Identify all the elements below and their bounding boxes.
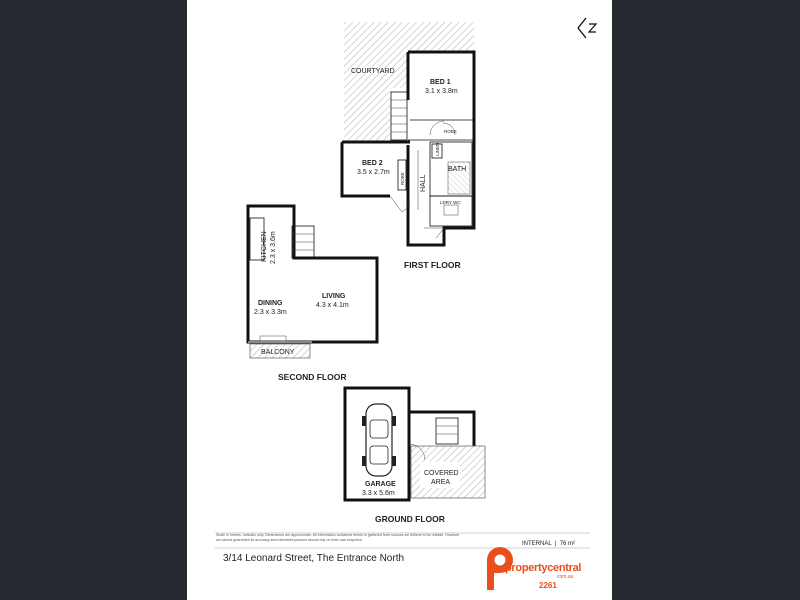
balcony-label: BALCONY (261, 349, 295, 356)
ground-floor-plan (345, 388, 485, 524)
ground-floor-stairs (436, 418, 458, 444)
covered-area-line1: COVERED (424, 470, 459, 477)
living-name: LIVING (322, 293, 346, 300)
second-floor-plan (248, 206, 377, 382)
second-floor-title: SECOND FLOOR (278, 372, 347, 382)
courtyard-label: COURTYARD (351, 68, 395, 75)
hall-label: HALL (420, 174, 427, 192)
ground-floor-title: GROUND FLOOR (375, 514, 445, 524)
covered-area-line2: AREA (431, 479, 451, 486)
linen-label: LINEN (435, 142, 440, 156)
first-floor-title: FIRST FLOOR (404, 260, 461, 270)
first-floor-plan (342, 22, 474, 270)
property-address: 3/14 Leonard Street, The Entrance North (223, 553, 405, 564)
garage-name: GARAGE (365, 481, 396, 488)
internal-value: 76 m² (559, 541, 576, 547)
dining-size: 2.3 x 3.3m (254, 309, 287, 316)
right-sidebar (612, 0, 799, 600)
ldry-wc-label: LDRY WC (440, 200, 461, 205)
logo-brand: propertycentral (505, 562, 582, 574)
internal-label: INTERNAL (522, 541, 552, 547)
floor-plan-sheet (187, 0, 612, 600)
robe2-label: ROBE (400, 172, 405, 185)
kitchen-name: KITCHEN (261, 231, 268, 262)
kitchen-size: 2.3 x 3.6m (270, 231, 277, 264)
bed2-name: BED 2 (362, 160, 383, 167)
bed2-size: 3.5 x 2.7m (357, 169, 390, 176)
bed1-name: BED 1 (430, 79, 451, 86)
living-size: 4.3 x 4.1m (316, 302, 349, 309)
logo-code: 2261 (539, 581, 557, 590)
robe-label: ROBE (444, 129, 457, 134)
internal-area: INTERNAL | 76 m² (522, 541, 576, 547)
bed1-size: 3.1 x 3.8m (425, 88, 458, 95)
disclaimer-text: Scale in metres. Indicatic only. Dimensions are approximate. All information contained herein is gathered from sources we believe to be reliable. However we cannot guarantee its accuracy and interested persons should rely on their own enquiries. (216, 533, 460, 542)
logo-domain: com.au (557, 574, 574, 580)
floor-plan-drawing (187, 0, 612, 600)
garage-size: 3.3 x 5.6m (362, 490, 395, 497)
north-arrow-icon (578, 18, 596, 38)
bath-label: BATH (448, 166, 467, 173)
car-icon (362, 404, 396, 476)
left-sidebar (0, 0, 187, 600)
dining-name: DINING (258, 300, 283, 307)
